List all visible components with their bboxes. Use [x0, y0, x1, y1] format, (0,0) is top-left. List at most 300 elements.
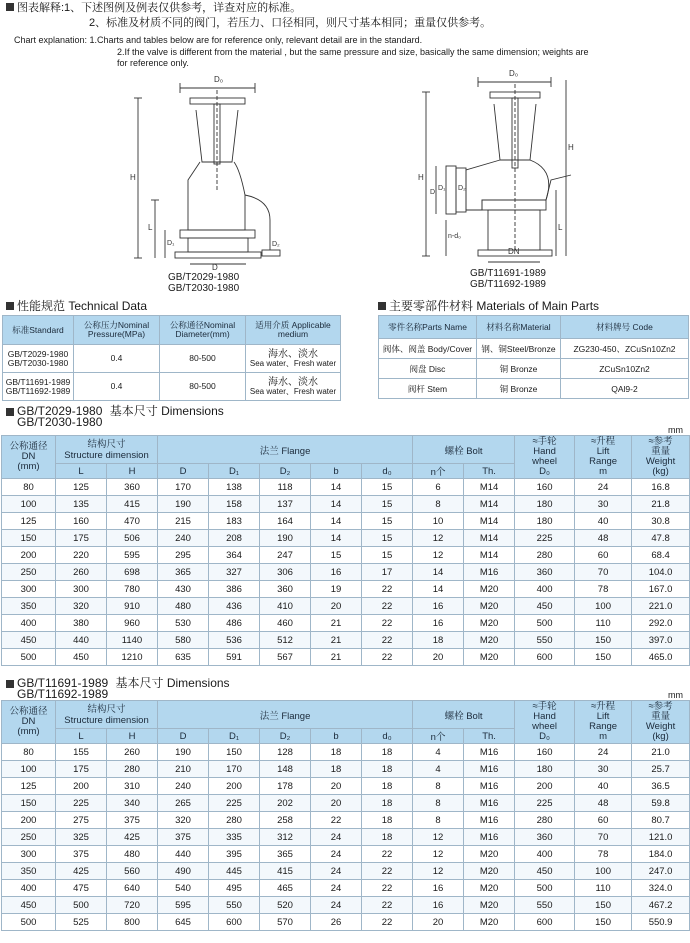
- cell: 20: [311, 598, 362, 615]
- cell: 591: [209, 649, 260, 666]
- bullet-icon: [6, 680, 14, 688]
- cell: 21: [311, 649, 362, 666]
- table1-heading: GB/T2029-1980 GB/T2030-1980 基本尺寸 Dimensions: [6, 406, 224, 428]
- label-l: L: [148, 223, 153, 232]
- cell: 160: [515, 744, 575, 761]
- cell: ZG230-450、ZCuSn10Zn2: [561, 339, 689, 359]
- cell: 21.8: [632, 496, 690, 513]
- cell: 18: [311, 761, 362, 778]
- sub-header: D: [158, 464, 209, 479]
- cell: 280: [515, 547, 575, 564]
- cell: 310: [107, 778, 158, 795]
- cell: M20: [464, 615, 515, 632]
- cell: 12: [413, 530, 464, 547]
- sub-header: L: [56, 464, 107, 479]
- cell: 375: [158, 829, 209, 846]
- cell: 1140: [107, 632, 158, 649]
- cell: 118: [260, 479, 311, 496]
- cell: 128: [260, 744, 311, 761]
- cell: 400: [2, 880, 56, 897]
- cell: 138: [209, 479, 260, 496]
- materials-header: 材料名称Material: [477, 316, 561, 339]
- cell: 12: [413, 829, 464, 846]
- cell: M14: [464, 530, 515, 547]
- cell: 260: [56, 564, 107, 581]
- cell: 190: [260, 530, 311, 547]
- tech-header: 公称压力Nominal Pressure(MPa): [74, 316, 160, 345]
- label-d1: D₁: [438, 185, 446, 192]
- cell: 104.0: [632, 564, 690, 581]
- structure-header: 结构尺寸 Structure dimension: [56, 701, 158, 729]
- cell: 160: [56, 513, 107, 530]
- cell: 350: [2, 598, 56, 615]
- table-row: [2, 829, 690, 846]
- cell: 25.7: [632, 761, 690, 778]
- table-row: [2, 530, 690, 547]
- cell: M16: [464, 778, 515, 795]
- cell: 300: [56, 581, 107, 598]
- cell: 170: [209, 761, 260, 778]
- cell: 40: [575, 778, 632, 795]
- cell: M16: [464, 564, 515, 581]
- dn-header: 公称通径 DN (mm): [2, 436, 56, 479]
- cell: ZCuSn10Zn2: [561, 359, 689, 379]
- tech-header: 标准Standard: [3, 316, 74, 345]
- tech-header: 公称通径Nominal Diameter(mm): [160, 316, 246, 345]
- cell: 415: [107, 496, 158, 513]
- cell: 26: [311, 914, 362, 931]
- cell: 14: [311, 479, 362, 496]
- table-row: [2, 761, 690, 778]
- cell: 467.2: [632, 897, 690, 914]
- cell: 100: [2, 496, 56, 513]
- table-row: [2, 615, 690, 632]
- cell: 360: [260, 581, 311, 598]
- cell: 15: [362, 479, 413, 496]
- cell: 215: [158, 513, 209, 530]
- cell: 960: [107, 615, 158, 632]
- cell: 16: [413, 615, 464, 632]
- cell: 280: [107, 761, 158, 778]
- table-row: [2, 649, 690, 666]
- cell: 486: [209, 615, 260, 632]
- dimensions-table-1: [1, 435, 690, 666]
- cell: 16: [413, 598, 464, 615]
- note-en-2: 2.If the valve is different from the material , but the same pressure and size, basically the same dimension; weights are: [117, 47, 589, 57]
- unit-label: mm: [668, 425, 683, 435]
- cell: 20: [413, 914, 464, 931]
- cell: 580: [158, 632, 209, 649]
- label-dn: DN: [508, 247, 520, 256]
- cell: 525: [56, 914, 107, 931]
- cell: 240: [158, 778, 209, 795]
- cell: 铜 Bronze: [477, 379, 561, 399]
- cell: 200: [2, 547, 56, 564]
- diameter-cell: 80-500: [160, 373, 246, 401]
- cell: 18: [362, 778, 413, 795]
- cell: 225: [515, 795, 575, 812]
- cell: 200: [2, 812, 56, 829]
- cell: 570: [260, 914, 311, 931]
- cell: 24: [575, 479, 632, 496]
- label-d0: D₀: [214, 75, 224, 84]
- cell: 190: [158, 496, 209, 513]
- cell: 15: [362, 496, 413, 513]
- sub-header: b: [311, 729, 362, 744]
- cell: 208: [209, 530, 260, 547]
- bullet-icon: [378, 302, 386, 310]
- cell: 10: [413, 513, 464, 530]
- cell: 292.0: [632, 615, 690, 632]
- table-row: [2, 547, 690, 564]
- cell: 155: [56, 744, 107, 761]
- cell: 18: [362, 744, 413, 761]
- tech-table: [2, 315, 341, 401]
- cell: 300: [2, 846, 56, 863]
- table-row: [2, 812, 690, 829]
- cell: 24: [575, 744, 632, 761]
- cell: 16: [413, 880, 464, 897]
- bullet-icon: [6, 3, 14, 11]
- lift-header: ≈升程 Lift Range m: [575, 436, 632, 479]
- cell: 300: [2, 581, 56, 598]
- cell: 600: [515, 649, 575, 666]
- cell: 150: [2, 795, 56, 812]
- table-row: [2, 632, 690, 649]
- cell: 450: [515, 598, 575, 615]
- table-row: [2, 795, 690, 812]
- table-row: [2, 914, 690, 931]
- cell: M20: [464, 863, 515, 880]
- cell: 450: [2, 632, 56, 649]
- cell: M14: [464, 547, 515, 564]
- cell: 17: [362, 564, 413, 581]
- cell: M20: [464, 846, 515, 863]
- cell: 180: [515, 496, 575, 513]
- cell: 21: [311, 615, 362, 632]
- cell: 720: [107, 897, 158, 914]
- cell: 560: [107, 863, 158, 880]
- cell: 175: [56, 761, 107, 778]
- cell: 595: [107, 547, 158, 564]
- cell: 335: [209, 829, 260, 846]
- label-d0: D₀: [509, 70, 519, 78]
- cell: 780: [107, 581, 158, 598]
- cell: 465.0: [632, 649, 690, 666]
- cell: 210: [158, 761, 209, 778]
- cell: 阀杆 Stem: [379, 379, 477, 399]
- cell: 375: [107, 812, 158, 829]
- cell: 600: [515, 914, 575, 931]
- cell: 324.0: [632, 880, 690, 897]
- label-d: D: [430, 189, 436, 196]
- cell: 184.0: [632, 846, 690, 863]
- cell: 100: [575, 863, 632, 880]
- dimensions-table-2: [1, 700, 690, 931]
- cell: M20: [464, 914, 515, 931]
- cell: 100: [2, 761, 56, 778]
- cell: 364: [209, 547, 260, 564]
- sub-header: Th.: [464, 729, 515, 744]
- cell: 425: [107, 829, 158, 846]
- cell: 280: [515, 812, 575, 829]
- cell: 480: [158, 598, 209, 615]
- cell: QAl9-2: [561, 379, 689, 399]
- cell: 200: [56, 778, 107, 795]
- cell: 15: [311, 547, 362, 564]
- cell: 125: [2, 513, 56, 530]
- cell: 386: [209, 581, 260, 598]
- cell: 22: [362, 632, 413, 649]
- label-nd0: n-d₀: [448, 233, 462, 240]
- cell: 8: [413, 795, 464, 812]
- cell: 540: [158, 880, 209, 897]
- cell: 530: [158, 615, 209, 632]
- label-d2: D₂: [458, 185, 466, 192]
- cell: 550.9: [632, 914, 690, 931]
- cell: 48: [575, 795, 632, 812]
- cell: 567: [260, 649, 311, 666]
- cell: 247.0: [632, 863, 690, 880]
- cell: 110: [575, 615, 632, 632]
- cell: 铜 Bronze: [477, 359, 561, 379]
- wheel-header: ≈手轮 Hand wheel D₀: [515, 701, 575, 744]
- table-row: [2, 564, 690, 581]
- cell: 22: [362, 863, 413, 880]
- cell: 20: [413, 649, 464, 666]
- cell: 200: [515, 778, 575, 795]
- cell: 445: [209, 863, 260, 880]
- cell: 425: [56, 863, 107, 880]
- valve-drawing-right: [416, 70, 596, 265]
- cell: 395: [209, 846, 260, 863]
- cell: 258: [260, 812, 311, 829]
- cell: 20: [311, 795, 362, 812]
- cell: 221.0: [632, 598, 690, 615]
- cell: M20: [464, 581, 515, 598]
- cell: 30: [575, 761, 632, 778]
- cell: 520: [260, 897, 311, 914]
- cell: 148: [260, 761, 311, 778]
- medium-cell: 海水、淡水 Sea water、Fresh water: [246, 373, 341, 401]
- materials-table: [378, 315, 689, 399]
- cell: 钢、铜Steel/Bronze: [477, 339, 561, 359]
- cell: 24: [311, 846, 362, 863]
- cell: M20: [464, 632, 515, 649]
- cell: 800: [107, 914, 158, 931]
- label-h: H: [418, 173, 424, 182]
- cell: 280: [209, 812, 260, 829]
- cell: 400: [515, 846, 575, 863]
- cell: 480: [107, 846, 158, 863]
- cell: 440: [56, 632, 107, 649]
- cell: 550: [515, 897, 575, 914]
- cell: 8: [413, 496, 464, 513]
- cell: 18: [413, 632, 464, 649]
- caption-right: GB/T11691-1989 GB/T11692-1989: [470, 268, 546, 290]
- cell: 21: [311, 632, 362, 649]
- cell: 12: [413, 863, 464, 880]
- cell: 22: [362, 897, 413, 914]
- cell: 190: [158, 744, 209, 761]
- cell: 150: [575, 914, 632, 931]
- bullet-icon: [6, 302, 14, 310]
- cell: 175: [56, 530, 107, 547]
- cell: 15: [362, 530, 413, 547]
- lift-header: ≈升程 Lift Range m: [575, 701, 632, 744]
- cell: M20: [464, 897, 515, 914]
- label-h: H: [130, 173, 136, 182]
- sub-header: Th.: [464, 464, 515, 479]
- table-row: [379, 379, 689, 399]
- cell: 225: [515, 530, 575, 547]
- sub-header: D₂: [260, 729, 311, 744]
- cell: 220: [56, 547, 107, 564]
- flange-header: 法兰 Flange: [158, 436, 413, 464]
- cell: M20: [464, 880, 515, 897]
- cell: 320: [56, 598, 107, 615]
- cell: 150: [575, 649, 632, 666]
- cell: 167.0: [632, 581, 690, 598]
- cell: 400: [515, 581, 575, 598]
- cell: 110: [575, 880, 632, 897]
- cell: 59.8: [632, 795, 690, 812]
- cell: 16: [311, 564, 362, 581]
- cell: 400: [2, 615, 56, 632]
- note-en-1: Chart explanation: 1.Charts and tables below are for reference only, relevant detail are in the standard.: [14, 35, 423, 45]
- cell: 14: [413, 564, 464, 581]
- table-row: [2, 479, 690, 496]
- cell: 18: [362, 795, 413, 812]
- cell: 22: [362, 598, 413, 615]
- cell: 645: [158, 914, 209, 931]
- materials-header: 材料牌号 Code: [561, 316, 689, 339]
- dn-header: 公称通径 DN (mm): [2, 701, 56, 744]
- cell: 250: [2, 564, 56, 581]
- cell: 158: [209, 496, 260, 513]
- cell: 450: [2, 897, 56, 914]
- cell: 640: [107, 880, 158, 897]
- cell: 80: [2, 744, 56, 761]
- flange-header: 法兰 Flange: [158, 701, 413, 729]
- valve-drawing-left: [130, 70, 290, 270]
- cell: 910: [107, 598, 158, 615]
- cell: 698: [107, 564, 158, 581]
- cell: 18: [362, 812, 413, 829]
- sub-header: n个: [413, 729, 464, 744]
- cell: 470: [107, 513, 158, 530]
- cell: M16: [464, 812, 515, 829]
- sub-header: b: [311, 464, 362, 479]
- table-row: [379, 339, 689, 359]
- tech-header: 适用介质 Applicable medium: [246, 316, 341, 345]
- cell: 180: [515, 513, 575, 530]
- cell: 500: [2, 914, 56, 931]
- cell: 150: [575, 897, 632, 914]
- table-row: [2, 496, 690, 513]
- std-cell: GB/T2029-1980 GB/T2030-1980: [3, 345, 74, 373]
- cell: 68.4: [632, 547, 690, 564]
- sub-header: H: [107, 729, 158, 744]
- cell: 121.0: [632, 829, 690, 846]
- table-row: [379, 359, 689, 379]
- cell: 430: [158, 581, 209, 598]
- wheel-header: ≈手轮 Hand wheel D₀: [515, 436, 575, 479]
- cell: 24: [311, 829, 362, 846]
- cell: 22: [362, 880, 413, 897]
- cell: M20: [464, 649, 515, 666]
- cell: 397.0: [632, 632, 690, 649]
- cell: 150: [575, 632, 632, 649]
- cell: 550: [515, 632, 575, 649]
- cell: 22: [362, 581, 413, 598]
- cell: 20: [311, 778, 362, 795]
- table-row: [2, 897, 690, 914]
- cell: 320: [158, 812, 209, 829]
- cell: 295: [158, 547, 209, 564]
- tech-title: 性能规范 Technical Data: [6, 297, 147, 314]
- label-h-right: H: [568, 143, 574, 152]
- cell: 178: [260, 778, 311, 795]
- cell: 22: [362, 846, 413, 863]
- cell: 275: [56, 812, 107, 829]
- cell: 阀盘 Disc: [379, 359, 477, 379]
- table-row: [2, 778, 690, 795]
- cell: 240: [158, 530, 209, 547]
- cell: 365: [158, 564, 209, 581]
- cell: 150: [2, 530, 56, 547]
- cell: 14: [311, 496, 362, 513]
- cell: 48: [575, 530, 632, 547]
- pressure-cell: 0.4: [74, 345, 160, 373]
- cell: M16: [464, 744, 515, 761]
- cell: 47.8: [632, 530, 690, 547]
- cell: 170: [158, 479, 209, 496]
- table2-heading: GB/T11691-1989 GB/T11692-1989 基本尺寸 Dimensions: [6, 678, 230, 700]
- cell: 225: [209, 795, 260, 812]
- cell: 125: [56, 479, 107, 496]
- cell: 14: [413, 581, 464, 598]
- cell: 78: [575, 581, 632, 598]
- cell: 30.8: [632, 513, 690, 530]
- cell: 450: [56, 649, 107, 666]
- table-row: [2, 598, 690, 615]
- cell: 125: [2, 778, 56, 795]
- table-row: [2, 880, 690, 897]
- std-cell: GB/T11691-1989 GB/T11692-1989: [3, 373, 74, 401]
- cell: 15: [362, 513, 413, 530]
- cell: 4: [413, 761, 464, 778]
- cell: 60: [575, 547, 632, 564]
- cell: 265: [158, 795, 209, 812]
- cell: 225: [56, 795, 107, 812]
- materials-header: 零件名称Parts Name: [379, 316, 477, 339]
- cell: 460: [260, 615, 311, 632]
- cell: 340: [107, 795, 158, 812]
- cell: M14: [464, 513, 515, 530]
- cell: 415: [260, 863, 311, 880]
- cell: 600: [209, 914, 260, 931]
- table-row: [3, 373, 341, 401]
- cell: 18: [362, 761, 413, 778]
- cell: 500: [515, 615, 575, 632]
- cell: 70: [575, 564, 632, 581]
- cell: 阀体、阀盖 Body/Cover: [379, 339, 477, 359]
- label-d1: D₁: [167, 240, 175, 247]
- cell: M16: [464, 795, 515, 812]
- cell: 375: [56, 846, 107, 863]
- cell: 60: [575, 812, 632, 829]
